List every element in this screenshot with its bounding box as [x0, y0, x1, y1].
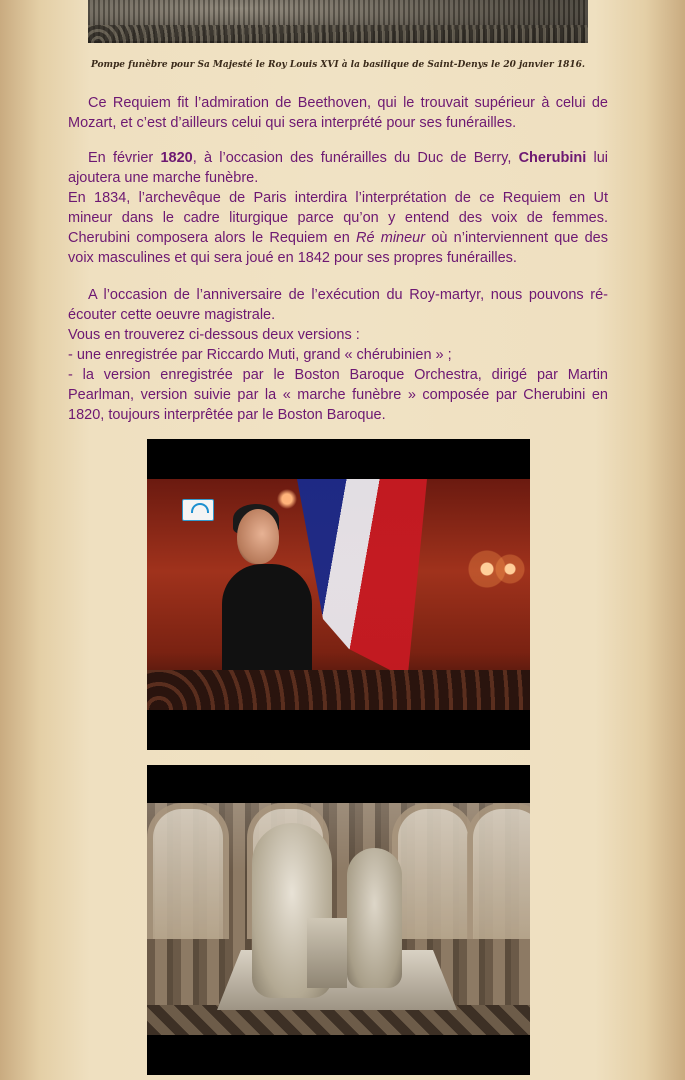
paragraph-versions-line4: - la version enregistrée par le Boston Baroque Orchestra, dirigé par Martin Pearlman, version suivie par la « marche funèbre » composée par Cherubini en 1820, toujours interprêtée par le Boston Baroque.: [68, 367, 608, 423]
paragraph-cherubini-line2: [68, 188, 608, 268]
conductor-head: [237, 509, 279, 564]
statue-marie-antoinette: [347, 848, 402, 988]
image-caption: Pompe funèbre pour Sa Majesté le Roy Louis XVI à la basilique de Saint-Denys le 20 janvier 1816.: [90, 60, 586, 70]
key-re-mineur: Ré mineur: [356, 230, 426, 246]
engraving-image: [88, 0, 588, 43]
tv-channel-logo-icon: [182, 499, 214, 521]
text-span: En 1834, l’archevêque de Paris interdira l’interprétation de ce Requiem en Ut mineur dans le cadre liturgique parce qu’on y entend des voix de femmes. Cherubini composera alors le Requiem en: [68, 190, 608, 246]
video-player-boston-baroque[interactable]: [147, 765, 530, 1075]
arch: [392, 803, 474, 939]
video-frame-basilica[interactable]: [147, 803, 530, 1035]
paragraph-cherubini: [68, 148, 608, 268]
paragraph-versions-line3: - une enregistrée par Riccardo Muti, grand « chérubinien » ;: [68, 347, 452, 363]
text-span: où n’interviennent que des voix masculines et qui sera joué en 1842 pour ses propres funérailles.: [68, 230, 608, 266]
paragraph-beethoven-text: Ce Requiem fit l’admiration de Beethoven, qui le trouvait supérieur à celui de Mozart, et c’est d’ailleurs celui qui sera interprété pour ses funérailles.: [68, 95, 608, 131]
text-span: En février: [88, 150, 161, 166]
arch: [467, 803, 530, 939]
paragraph-versions-line1: A l’occasion de l’anniversaire de l’exécution du Roy-martyr, nous pouvons ré-écouter cette oeuvre magistrale.: [68, 287, 608, 323]
prie-dieu: [307, 918, 347, 988]
text-span: , à l’occasion des funérailles du Duc de Berry,: [192, 150, 519, 166]
video-player-muti[interactable]: [147, 439, 530, 750]
video-frame-muti[interactable]: [147, 479, 530, 710]
text-span: lui ajoutera une marche funèbre.: [68, 150, 608, 186]
flag-image: [297, 479, 427, 679]
paragraph-beethoven: [68, 93, 608, 133]
year-1820: 1820: [160, 150, 193, 166]
paragraph-cherubini-line1: [68, 148, 608, 188]
paragraph-versions-line2: Vous en trouverez ci-dessous deux versions :: [68, 327, 360, 343]
arch: [147, 803, 229, 939]
paragraph-versions: [68, 285, 608, 425]
audience: [147, 670, 530, 710]
composer-name: Cherubini: [518, 150, 587, 166]
